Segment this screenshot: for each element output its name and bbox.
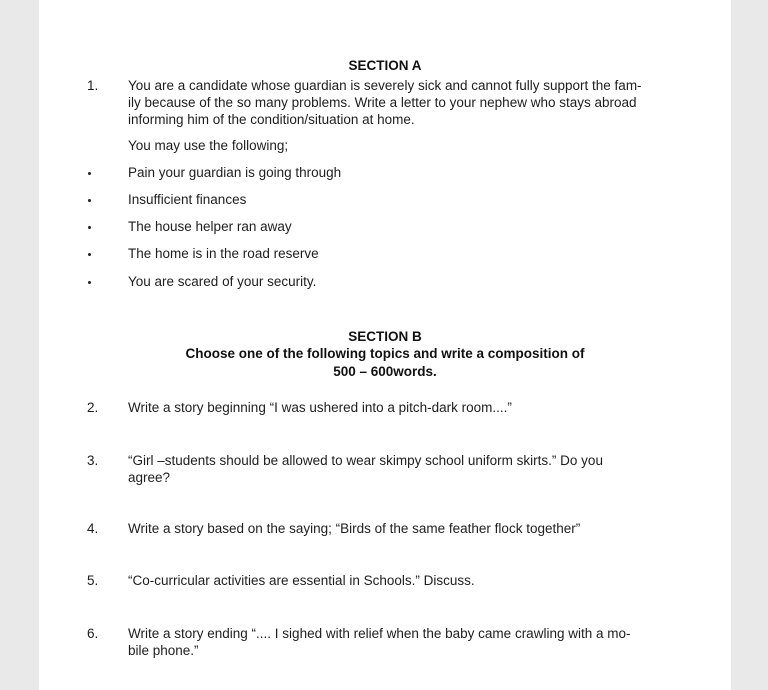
document-page — [39, 0, 731, 690]
question-6-text — [128, 625, 688, 659]
question-6-number: 6. — [87, 626, 99, 641]
question-1-line-1: You are a candidate whose guardian is severely sick and cannot fully support the fam- — [128, 78, 642, 93]
bullet-dot-icon — [87, 281, 93, 287]
question-4-number: 4. — [87, 521, 99, 536]
question-5-line-1: “Co-curricular activities are essential in Schools.” Discuss. — [128, 573, 475, 588]
section-a-heading: SECTION A — [348, 58, 422, 73]
bullet-dot-icon — [87, 199, 93, 205]
point-item: Pain your guardian is going through — [128, 165, 342, 180]
question-3-text — [128, 452, 688, 486]
question-1-intro: You may use the following; — [128, 138, 289, 153]
question-3-line-2: agree? — [128, 470, 171, 485]
question-1-number: 1. — [87, 78, 99, 93]
point-item: The home is in the road reserve — [128, 246, 319, 261]
question-3-number: 3. — [87, 453, 99, 468]
question-2-number: 2. — [87, 400, 99, 415]
bullet-dot-icon — [87, 253, 93, 259]
question-6-line-1: Write a story ending “.... I sighed with relief when the baby came crawling with a mo- — [128, 626, 631, 641]
point-item: You are scared of your security. — [128, 274, 317, 289]
question-5-text — [128, 572, 688, 589]
question-2-line-1: Write a story beginning “I was ushered into a pitch-dark room....” — [128, 400, 512, 415]
question-1-text — [128, 77, 688, 128]
point-item: Insufficient finances — [128, 192, 247, 207]
question-3-line-1: “Girl –students should be allowed to wear skimpy school uniform skirts.” Do you — [128, 453, 603, 468]
bullet-dot-icon — [87, 226, 93, 232]
question-4-line-1: Write a story based on the saying; “Birds of the same feather flock together” — [128, 521, 581, 536]
question-6-line-2: bile phone.” — [128, 643, 199, 658]
question-1-line-2: ily because of the so many problems. Write a letter to your nephew who stays abroad — [128, 95, 637, 110]
section-b-instruction-line-1: Choose one of the following topics and write a composition of — [185, 346, 585, 361]
section-b-heading: SECTION B — [348, 329, 422, 344]
question-1-line-3: informing him of the condition/situation at home. — [128, 112, 415, 127]
question-2-text — [128, 399, 688, 416]
question-4-text — [128, 520, 688, 537]
section-b-instruction-line-2: 500 – 600words. — [333, 364, 437, 379]
bullet-dot-icon — [87, 172, 93, 178]
point-item: The house helper ran away — [128, 219, 292, 234]
question-5-number: 5. — [87, 573, 99, 588]
